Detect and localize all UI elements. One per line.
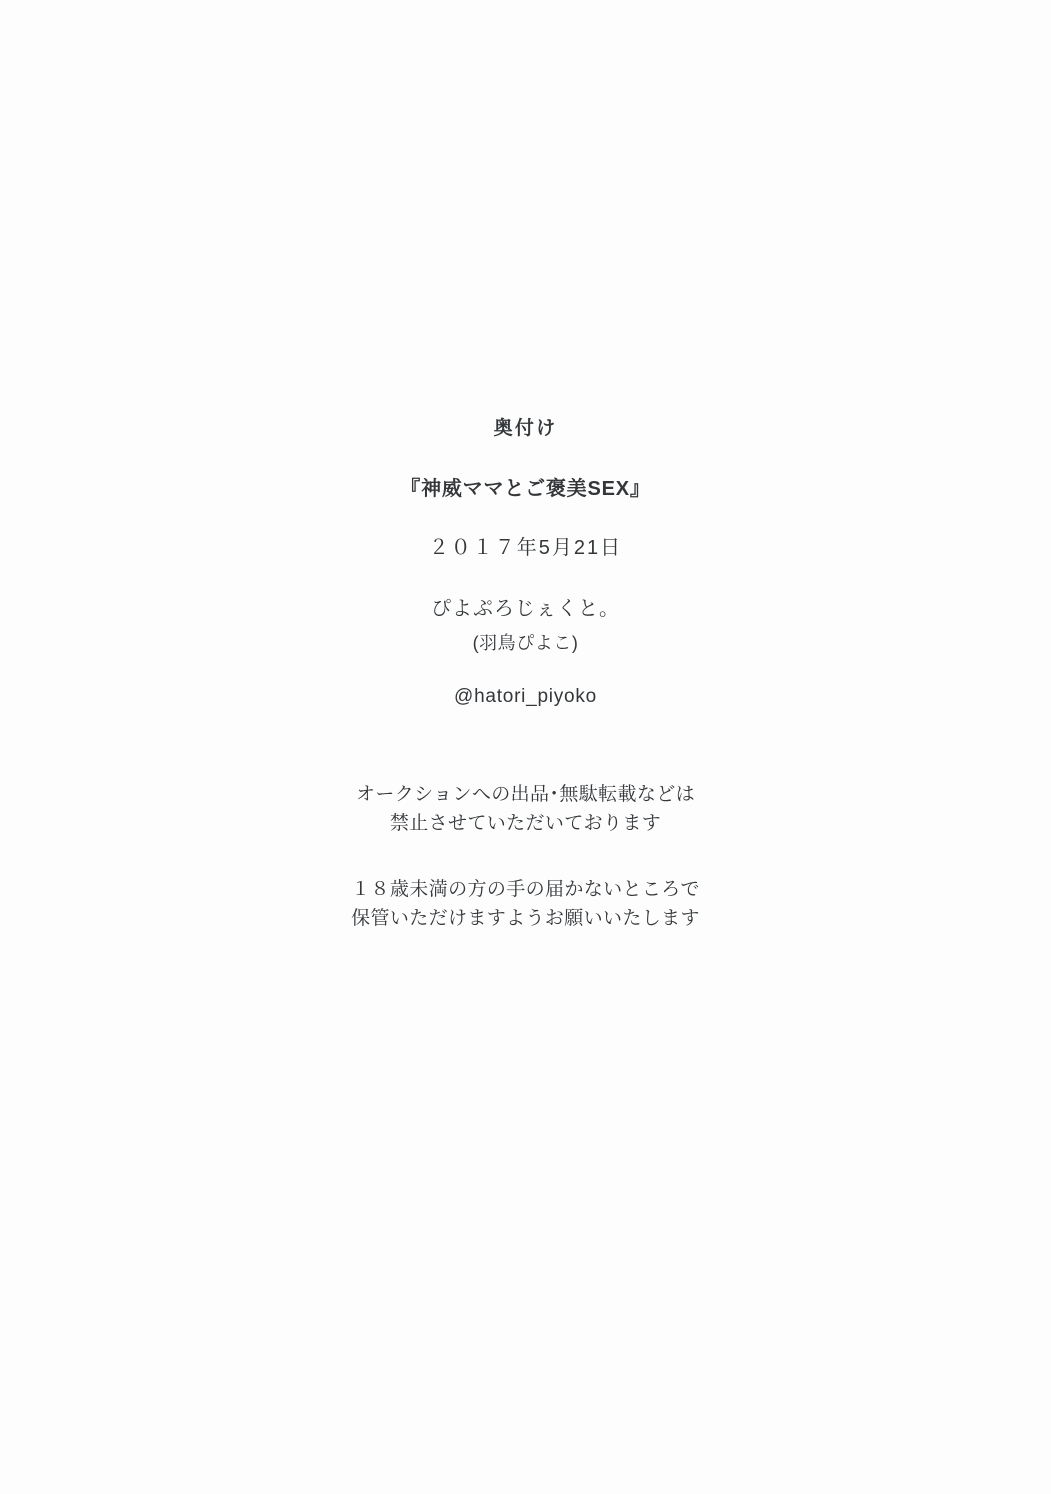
notice-age-line-1: １８歳未満の方の手の届かないところで	[351, 878, 700, 900]
notice-age-restriction	[0, 875, 1051, 934]
notice-reprint	[0, 780, 1051, 839]
colophon-heading: 奥付け	[493, 418, 558, 439]
author-name: (羽鳥ぴよこ)	[472, 632, 579, 653]
notices-block	[0, 780, 1051, 934]
notice-reprint-line-2: 禁止させていただいております	[389, 813, 662, 835]
notice-age-line-2: 保管いただけますようお願いいたします	[351, 908, 700, 930]
publication-date: ２０１７年5月21日	[428, 536, 623, 559]
circle-name: ぴよぷろじぇくと。	[431, 597, 620, 620]
colophon-block	[0, 415, 1051, 711]
notice-reprint-line-1: オークションへの出品･無駄転載などは	[356, 784, 695, 805]
social-handle: @hatori_piyoko	[454, 685, 597, 707]
work-title: 『神威ママとご褒美SEX』	[400, 477, 651, 500]
